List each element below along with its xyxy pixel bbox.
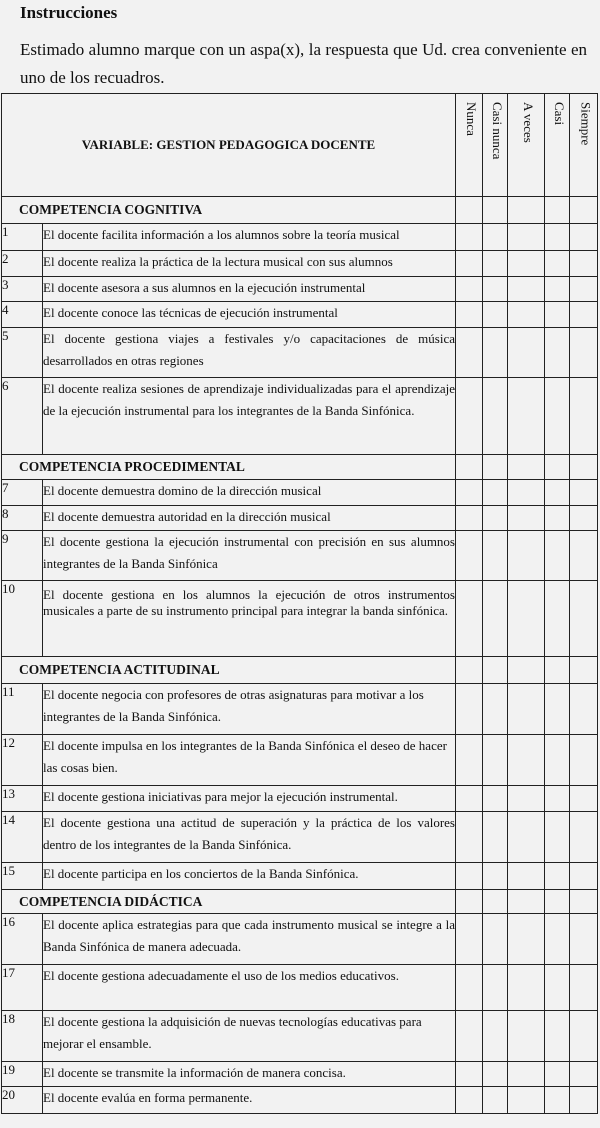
item-number: 9 [2,531,43,581]
item-statement: El docente facilita información a los alumnos sobre la teoría musical [43,224,456,251]
answer-box-casi-nunca[interactable] [483,1062,508,1087]
table-row [2,480,598,506]
item-number: 11 [2,684,43,735]
answer-box-casi-nunca[interactable] [483,480,508,506]
answer-box-siempre[interactable] [570,224,598,251]
section-blank-cell [508,455,545,480]
instructions-heading: Instrucciones [20,3,118,22]
answer-box-a-veces[interactable] [508,786,545,812]
item-number: 10 [2,581,43,657]
answer-box-casi-nunca[interactable] [483,914,508,965]
answer-box-casi-nunca[interactable] [483,581,508,657]
answer-box-a-veces[interactable] [508,277,545,302]
answer-box-casi-nunca[interactable] [483,506,508,531]
table-row [2,914,598,965]
answer-box-a-veces[interactable] [508,684,545,735]
table-row [2,965,598,1011]
answer-box-casi-nunca[interactable] [483,277,508,302]
item-statement: El docente demuestra autoridad en la dirección musical [43,506,456,531]
answer-box-a-veces[interactable] [508,328,545,378]
section-blank-cell [456,657,483,684]
section-title: COMPETENCIA DIDÁCTICA [2,890,456,914]
answer-box-casi[interactable] [545,328,570,378]
answer-box-casi-nunca[interactable] [483,812,508,863]
item-statement: El docente realiza sesiones de aprendizaje individualizadas para el aprendizaje de la ejecución instrumental para los integrantes de la Banda Sinfónica. [43,378,456,455]
answer-box-casi[interactable] [545,1011,570,1062]
answer-box-nunca[interactable] [456,277,483,302]
answer-box-casi[interactable] [545,965,570,1011]
answer-box-nunca[interactable] [456,302,483,328]
answer-box-nunca[interactable] [456,531,483,581]
item-number: 13 [2,786,43,812]
item-number: 17 [2,965,43,1011]
section-title: COMPETENCIA PROCEDIMENTAL [2,455,456,480]
table-row [2,224,598,251]
answer-box-siempre[interactable] [570,251,598,277]
answer-box-casi[interactable] [545,684,570,735]
answer-box-a-veces[interactable] [508,965,545,1011]
table-row [2,506,598,531]
section-blank-cell [508,197,545,224]
table-row [2,684,598,735]
answer-box-nunca[interactable] [456,684,483,735]
answer-box-casi-nunca[interactable] [483,328,508,378]
answer-box-siempre[interactable] [570,735,598,786]
answer-box-casi[interactable] [545,302,570,328]
answer-box-casi[interactable] [545,480,570,506]
section-blank-cell [456,455,483,480]
item-number: 14 [2,812,43,863]
answer-box-siempre[interactable] [570,328,598,378]
answer-box-casi[interactable] [545,277,570,302]
item-number: 4 [2,302,43,328]
item-number: 6 [2,378,43,455]
answer-box-nunca[interactable] [456,328,483,378]
answer-box-siempre[interactable] [570,965,598,1011]
answer-box-nunca[interactable] [456,914,483,965]
table-row [2,786,598,812]
table-row [2,277,598,302]
item-number: 5 [2,328,43,378]
variable-header: VARIABLE: GESTION PEDAGOGICA DOCENTE [2,94,456,197]
answer-box-casi[interactable] [545,224,570,251]
answer-box-a-veces[interactable] [508,302,545,328]
answer-box-casi-nunca[interactable] [483,302,508,328]
answer-box-nunca[interactable] [456,965,483,1011]
item-statement: El docente asesora a sus alumnos en la ejecución instrumental [43,277,456,302]
table-row [2,863,598,890]
answer-box-casi-nunca[interactable] [483,224,508,251]
answer-box-siempre[interactable] [570,480,598,506]
answer-box-nunca[interactable] [456,812,483,863]
answer-box-siempre[interactable] [570,1011,598,1062]
answer-box-nunca[interactable] [456,581,483,657]
item-statement: El docente realiza la práctica de la lectura musical con sus alumnos [43,251,456,277]
table-row [2,581,598,657]
item-statement: El docente aplica estrategias para que cada instrumento musical se integre a la Banda Sinfónica de manera adecuada. [43,914,456,965]
answer-box-siempre[interactable] [570,378,598,455]
answer-box-a-veces[interactable] [508,480,545,506]
item-statement: El docente gestiona iniciativas para mejor la ejecución instrumental. [43,786,456,812]
answer-box-siempre[interactable] [570,812,598,863]
item-statement: El docente gestiona una actitud de superación y la práctica de los valores dentro de los integrantes de la Banda Sinfónica. [43,812,456,863]
answer-box-a-veces[interactable] [508,1087,545,1114]
answer-box-nunca[interactable] [456,863,483,890]
answer-box-casi-nunca[interactable] [483,786,508,812]
section-blank-cell [483,890,508,914]
section-blank-cell [570,657,598,684]
section-blank-cell [483,657,508,684]
item-number: 3 [2,277,43,302]
answer-box-a-veces[interactable] [508,812,545,863]
table-row [2,735,598,786]
item-statement: El docente impulsa en los integrantes de la Banda Sinfónica el deseo de hacer las cosas bien. [43,735,456,786]
item-number: 16 [2,914,43,965]
answer-box-a-veces[interactable] [508,224,545,251]
answer-box-casi[interactable] [545,786,570,812]
item-number: 19 [2,1062,43,1087]
item-statement: El docente participa en los conciertos de la Banda Sinfónica. [43,863,456,890]
section-row [2,455,598,480]
answer-box-a-veces[interactable] [508,1062,545,1087]
answer-box-a-veces[interactable] [508,863,545,890]
answer-box-casi[interactable] [545,735,570,786]
answer-box-a-veces[interactable] [508,1011,545,1062]
answer-box-casi-nunca[interactable] [483,863,508,890]
item-statement: El docente gestiona en los alumnos la ejecución de otros instrumentos musicales a parte de su instrumento principal para integrar la banda sinfónica. [43,581,456,657]
answer-box-casi-nunca[interactable] [483,1011,508,1062]
table-row [2,251,598,277]
section-row [2,657,598,684]
item-number: 20 [2,1087,43,1114]
scale-label: Siempre [578,102,594,146]
item-statement: El docente gestiona adecuadamente el uso de los medios educativos. [43,965,456,1011]
scale-label: Nunca [464,102,479,136]
answer-box-nunca[interactable] [456,506,483,531]
item-number: 8 [2,506,43,531]
section-blank-cell [545,890,570,914]
answer-box-a-veces[interactable] [508,251,545,277]
answer-box-casi[interactable] [545,1062,570,1087]
answer-box-siempre[interactable] [570,277,598,302]
scale-header-casi [545,94,570,197]
item-statement: El docente se transmite la información de manera concisa. [43,1062,456,1087]
answer-box-casi[interactable] [545,812,570,863]
table-row [2,378,598,455]
answer-box-a-veces[interactable] [508,531,545,581]
scale-label: Casi [552,102,567,126]
answer-box-casi[interactable] [545,506,570,531]
answer-box-casi[interactable] [545,378,570,455]
table-row [2,1062,598,1087]
scale-header-siempre [570,94,598,197]
answer-box-siempre[interactable] [570,786,598,812]
item-number: 7 [2,480,43,506]
answer-box-siempre[interactable] [570,581,598,657]
section-blank-cell [545,455,570,480]
answer-box-siempre[interactable] [570,302,598,328]
answer-box-casi-nunca[interactable] [483,378,508,455]
answer-box-nunca[interactable] [456,1011,483,1062]
answer-box-casi-nunca[interactable] [483,965,508,1011]
scale-label: Casi nunca [490,102,505,160]
table-row [2,531,598,581]
answer-box-casi-nunca[interactable] [483,531,508,581]
item-statement: El docente negocia con profesores de otras asignaturas para motivar a los integrantes de la Banda Sinfónica. [43,684,456,735]
item-statement: El docente evalúa en forma permanente. [43,1087,456,1114]
answer-box-casi[interactable] [545,581,570,657]
table-row [2,1011,598,1062]
section-blank-cell [483,197,508,224]
answer-box-casi[interactable] [545,863,570,890]
answer-box-a-veces[interactable] [508,581,545,657]
answer-box-siempre[interactable] [570,914,598,965]
answer-box-siempre[interactable] [570,684,598,735]
instructions-text: Estimado alumno marque con un aspa(x), la respuesta que Ud. crea conveniente en uno de los recuadros. [20,40,587,87]
section-blank-cell [508,657,545,684]
table-row [2,328,598,378]
item-number: 12 [2,735,43,786]
answer-box-siempre[interactable] [570,506,598,531]
scale-header-nunca [456,94,483,197]
section-blank-cell [483,455,508,480]
section-blank-cell [570,197,598,224]
answer-box-siempre[interactable] [570,531,598,581]
answer-box-casi[interactable] [545,1087,570,1114]
section-title: COMPETENCIA ACTITUDINAL [2,657,456,684]
section-blank-cell [570,890,598,914]
item-number: 15 [2,863,43,890]
section-row [2,197,598,224]
section-blank-cell [456,197,483,224]
item-number: 2 [2,251,43,277]
section-blank-cell [545,197,570,224]
section-blank-cell [570,455,598,480]
answer-box-nunca[interactable] [456,378,483,455]
table-row [2,1087,598,1114]
table-row [2,302,598,328]
answer-box-a-veces[interactable] [508,506,545,531]
item-statement: El docente gestiona la adquisición de nuevas tecnologías educativas para mejorar el ensamble. [43,1011,456,1062]
item-statement: El docente demuestra domino de la dirección musical [43,480,456,506]
section-blank-cell [508,890,545,914]
answer-box-nunca[interactable] [456,786,483,812]
answer-box-a-veces[interactable] [508,914,545,965]
answer-box-nunca[interactable] [456,480,483,506]
table-header-row [2,94,598,197]
answer-box-casi[interactable] [545,914,570,965]
section-blank-cell [545,657,570,684]
survey-table [1,93,598,1114]
answer-box-casi-nunca[interactable] [483,251,508,277]
answer-box-casi[interactable] [545,251,570,277]
item-statement: El docente gestiona la ejecución instrumental con precisión en sus alumnos integrantes de la Banda Sinfónica [43,531,456,581]
answer-box-casi-nunca[interactable] [483,735,508,786]
answer-box-casi[interactable] [545,531,570,581]
item-number: 1 [2,224,43,251]
table-row [2,812,598,863]
scale-header-a-veces [508,94,545,197]
answer-box-nunca[interactable] [456,224,483,251]
answer-box-casi-nunca[interactable] [483,1087,508,1114]
answer-box-siempre[interactable] [570,1062,598,1087]
answer-box-nunca[interactable] [456,1087,483,1114]
answer-box-nunca[interactable] [456,251,483,277]
answer-box-nunca[interactable] [456,1062,483,1087]
answer-box-nunca[interactable] [456,735,483,786]
section-title: COMPETENCIA COGNITIVA [2,197,456,224]
section-row [2,890,598,914]
item-statement: El docente gestiona viajes a festivales y/o capacitaciones de música desarrollados en otras regiones [43,328,456,378]
answer-box-siempre[interactable] [570,863,598,890]
answer-box-a-veces[interactable] [508,735,545,786]
scale-header-casi-nunca [483,94,508,197]
scale-label: A veces [521,102,536,143]
item-number: 18 [2,1011,43,1062]
section-blank-cell [456,890,483,914]
answer-box-casi-nunca[interactable] [483,684,508,735]
item-statement: El docente conoce las técnicas de ejecución instrumental [43,302,456,328]
answer-box-siempre[interactable] [570,1087,598,1114]
answer-box-a-veces[interactable] [508,378,545,455]
